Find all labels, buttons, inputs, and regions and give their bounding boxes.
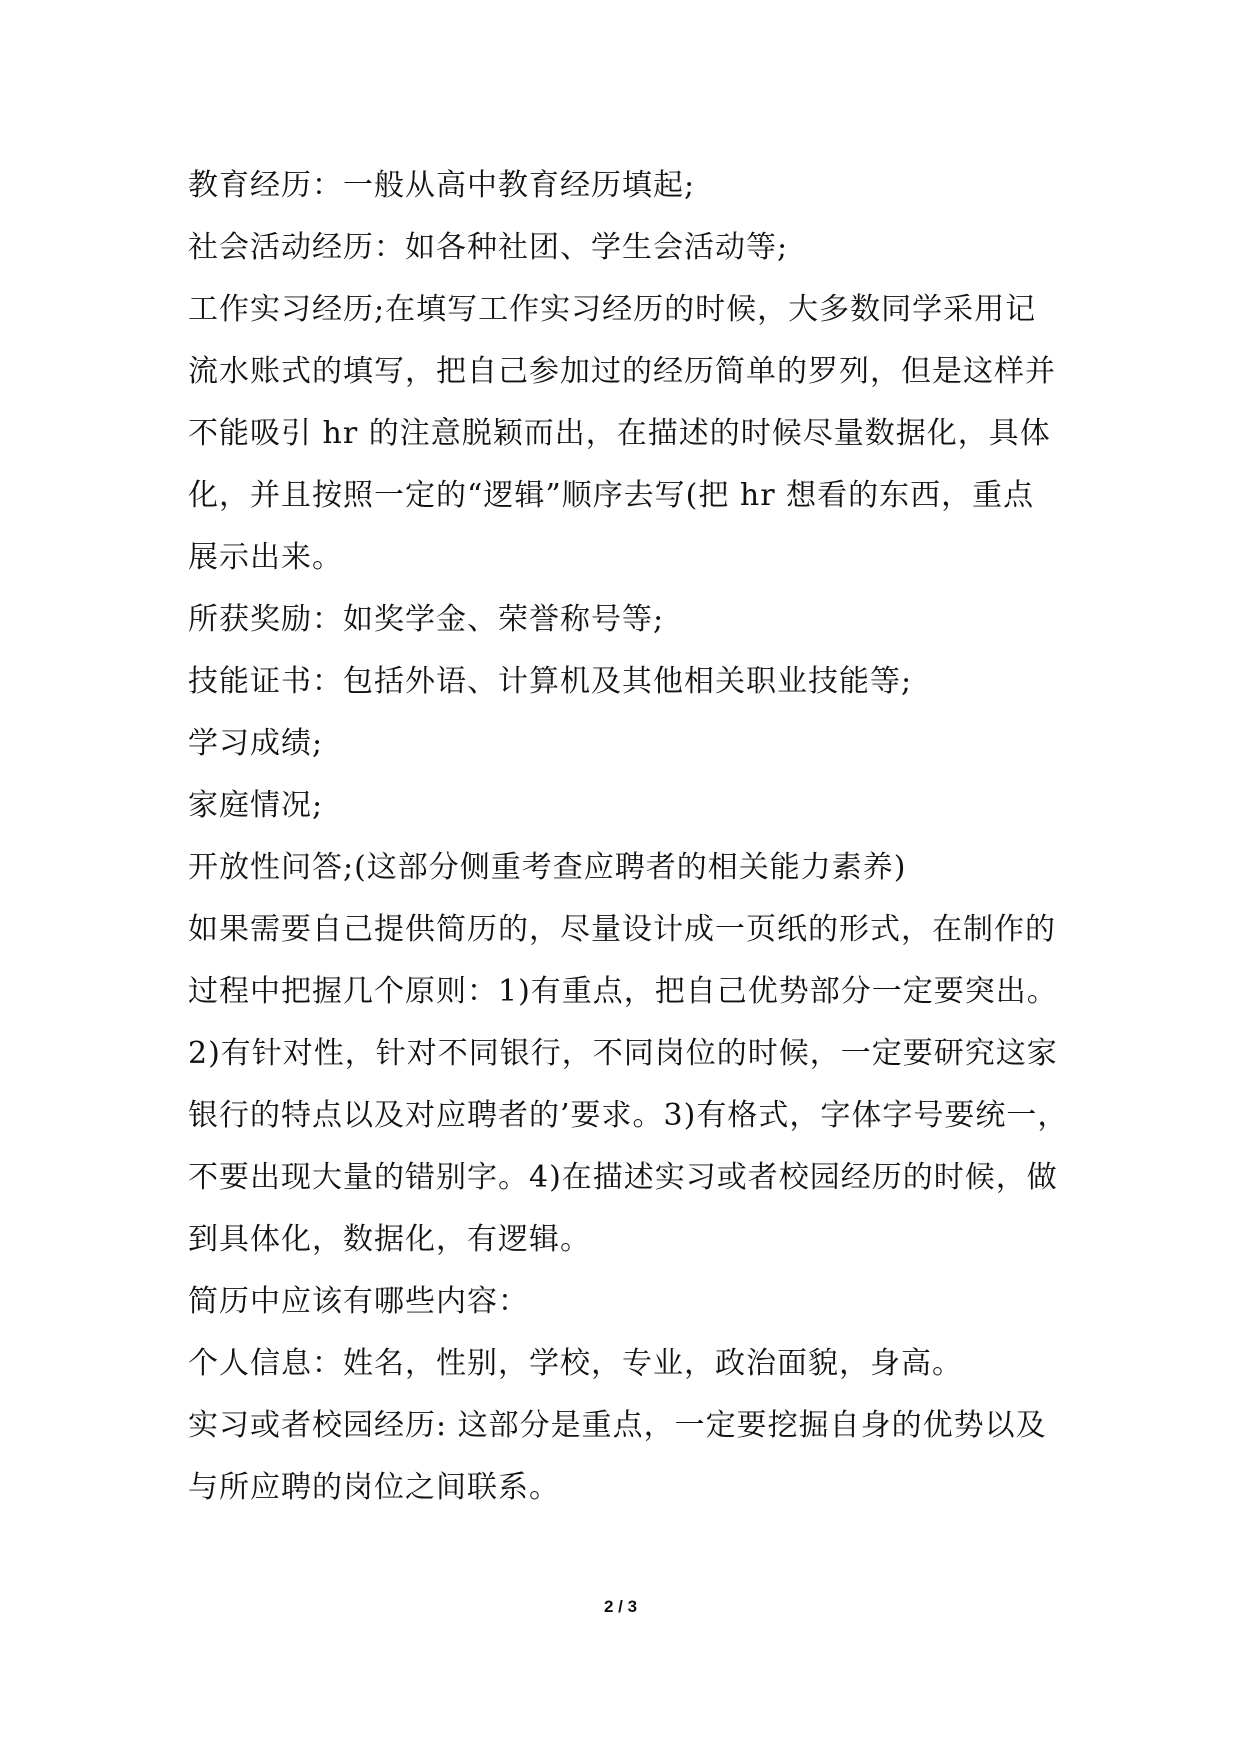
text-line: 不能吸引 hr 的注意脱颖而出，在描述的时候尽量数据化，具体 (188, 416, 1051, 451)
text-line: 流水账式的填写，把自己参加过的经历简单的罗列，但是这样并 (188, 354, 1056, 389)
text-line: 不要出现大量的错别字。4)在描述实习或者校园经历的时候，做 (188, 1160, 1058, 1195)
text-line: 过程中把握几个原则：1)有重点，把自己优势部分一定要突出。 (188, 974, 1058, 1009)
text-line: 到具体化，数据化，有逻辑。 (188, 1222, 591, 1257)
text-line: 学习成绩; (188, 726, 324, 761)
text-line: 所获奖励：如奖学金、荣誉称号等; (188, 602, 665, 637)
text-line: 家庭情况; (188, 788, 324, 823)
text-line: 个人信息：姓名，性别，学校，专业，政治面貌，身高。 (188, 1346, 963, 1381)
text-line: 展示出来。 (188, 540, 343, 575)
text-line: 如果需要自己提供简历的，尽量设计成一页纸的形式，在制作的 (188, 912, 1056, 947)
text-line: 教育经历：一般从高中教育经历填起; (188, 168, 696, 203)
text-line: 与所应聘的岗位之间联系。 (188, 1470, 560, 1505)
text-line: 化，并且按照一定的“逻辑”顺序去写(把 hr 想看的东西，重点 (188, 478, 1035, 513)
text-line: 简历中应该有哪些内容： (188, 1284, 529, 1319)
text-line: 工作实习经历;在填写工作实习经历的时候，大多数同学采用记 (188, 292, 1037, 327)
text-line: 技能证书：包括外语、计算机及其他相关职业技能等; (188, 664, 913, 699)
page-number: 2 / 3 (603, 1597, 638, 1616)
text-line: 实习或者校园经历: 这部分是重点，一定要挖掘自身的优势以及 (188, 1408, 1047, 1443)
document-body (188, 155, 1068, 1519)
text-line: 社会活动经历：如各种社团、学生会活动等; (188, 230, 789, 265)
text-line: 开放性问答;(这部分侧重考查应聘者的相关能力素养) (188, 850, 907, 885)
text-line: 银行的特点以及对应聘者的’要求。3)有格式，字体字号要统一， (188, 1098, 1069, 1133)
text-line: 2)有针对性，针对不同银行，不同岗位的时候，一定要研究这家 (188, 1036, 1058, 1071)
